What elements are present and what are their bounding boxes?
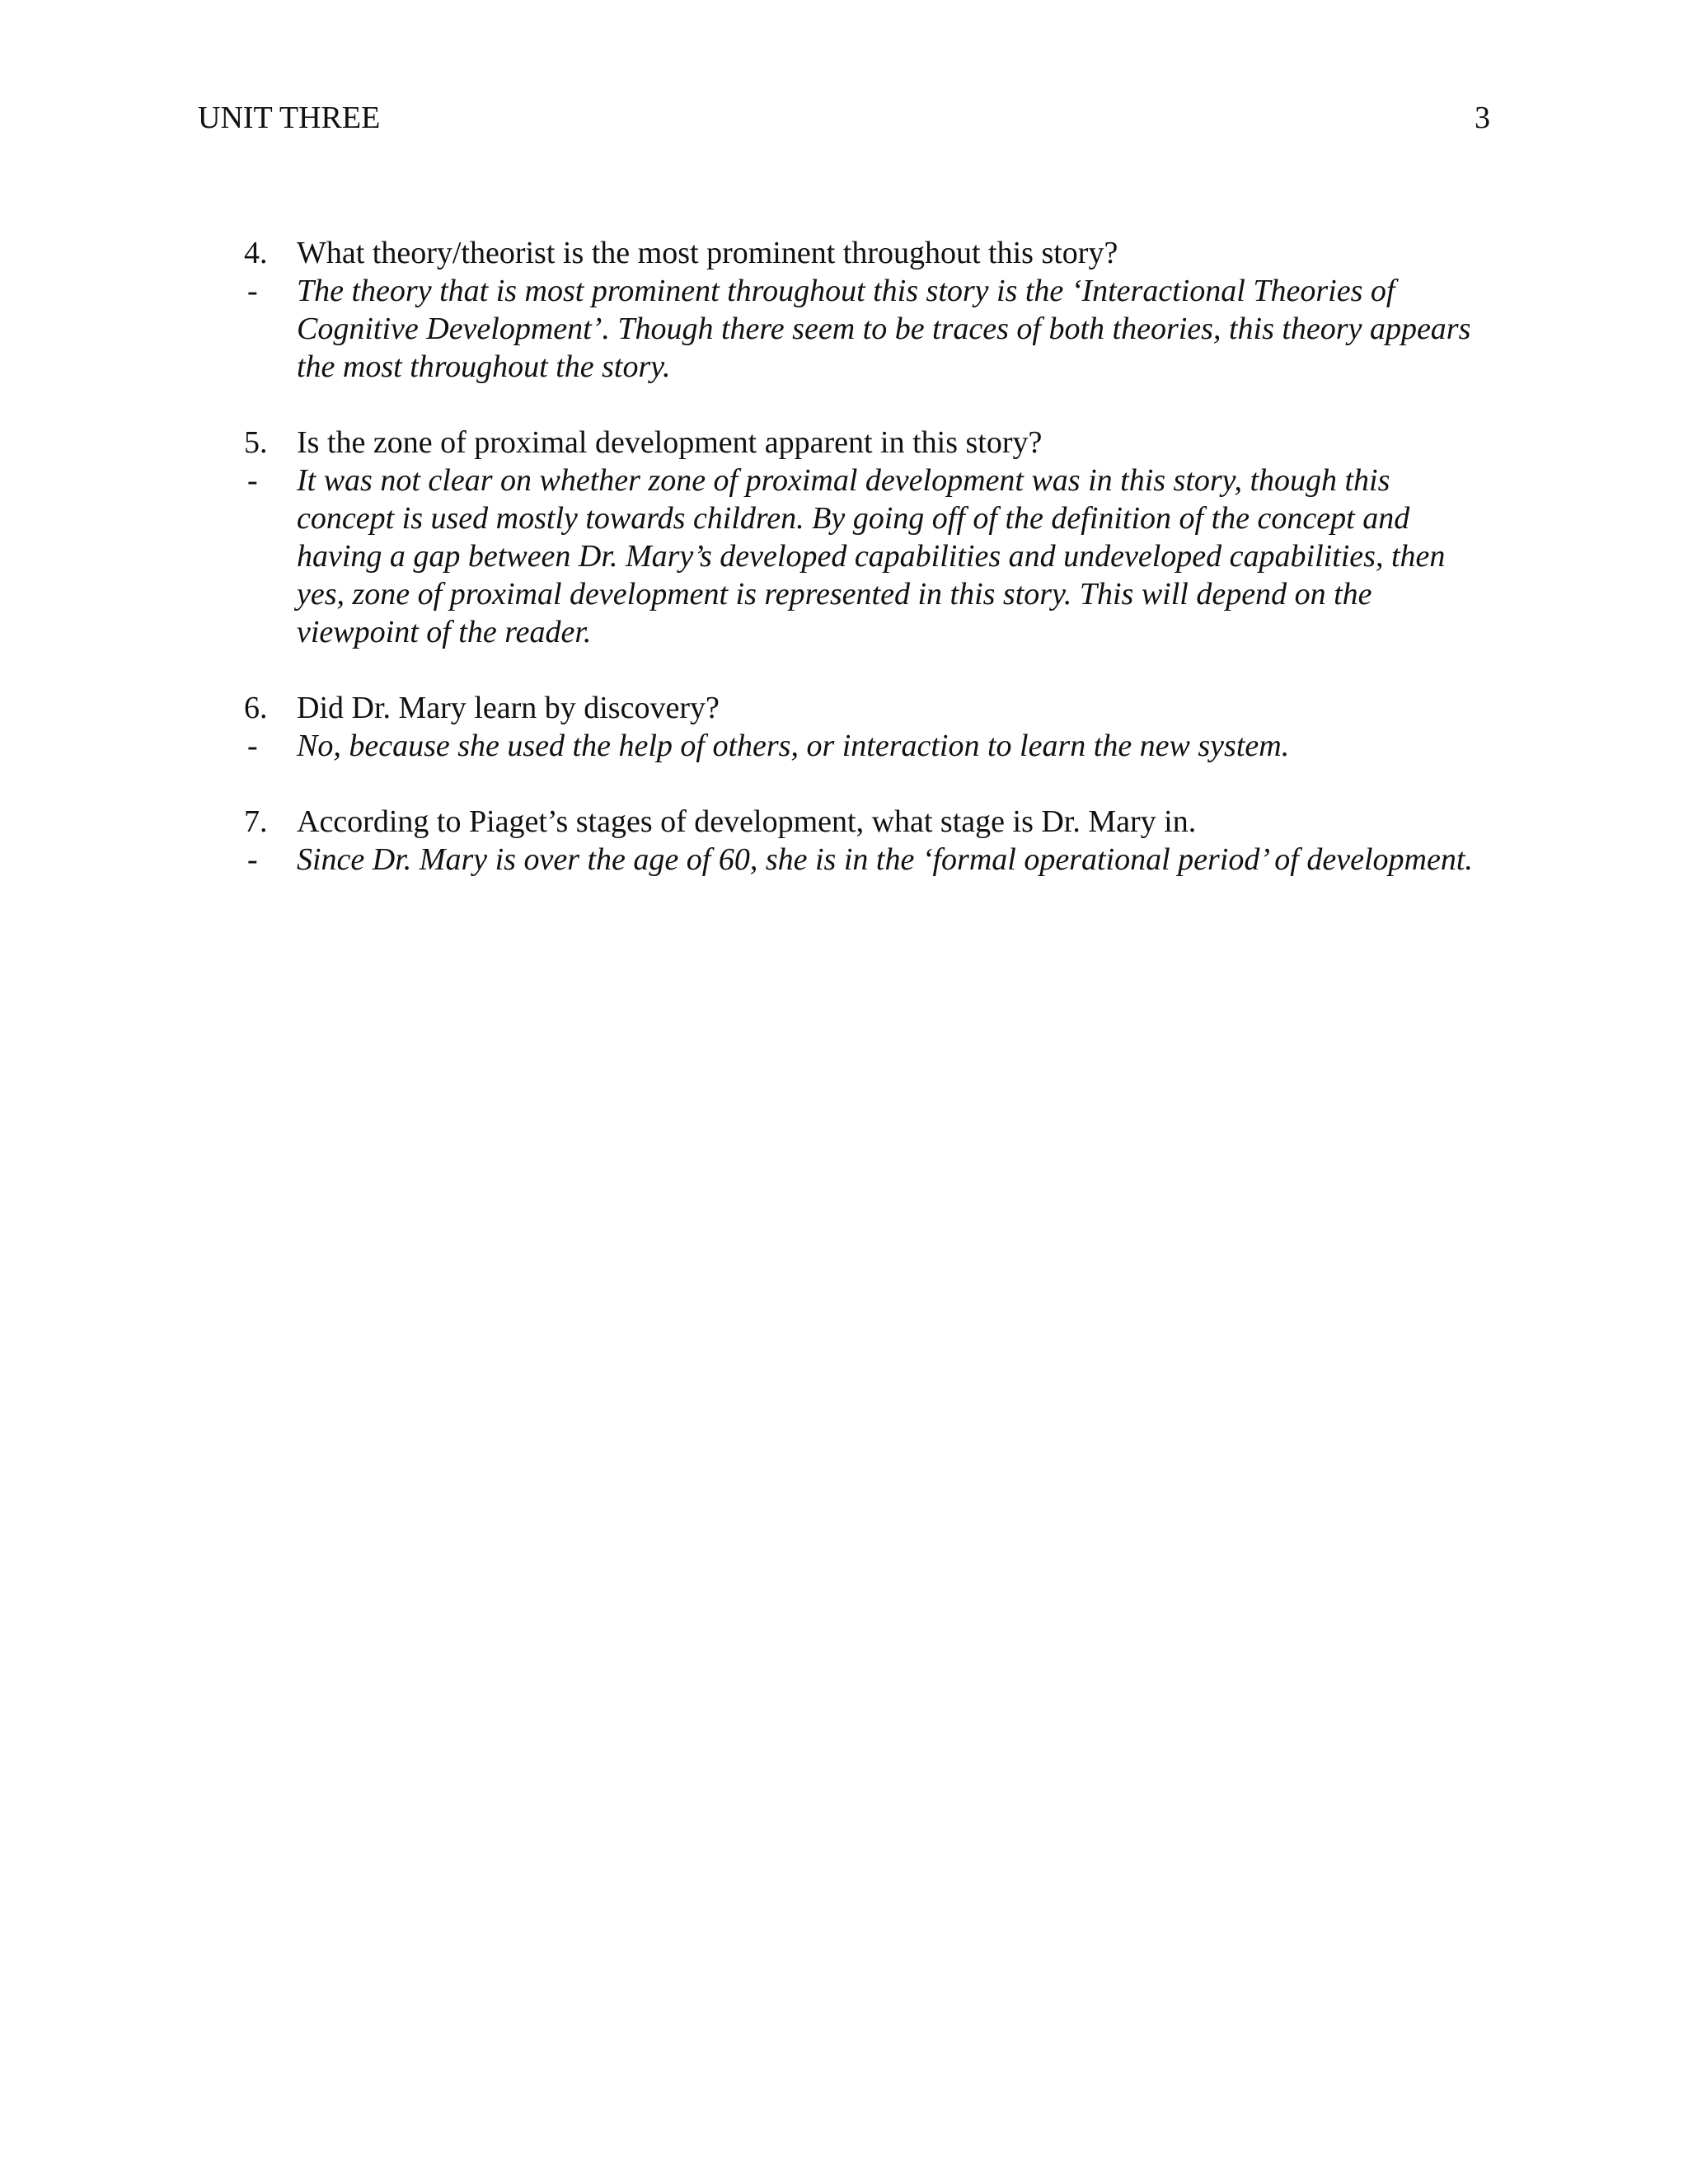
qa-item-6 [198, 689, 1490, 765]
question-number: 5. [244, 425, 268, 460]
page-header [198, 97, 1490, 138]
answer-row [198, 727, 1490, 765]
question-row [198, 234, 1490, 272]
question-text: What theory/theorist is the most prominent throughout this story? [297, 236, 1118, 270]
page-number: 3 [1475, 101, 1490, 135]
answer-text: Since Dr. Mary is over the age of 60, she is in the ‘formal operational period’ of development. [297, 842, 1473, 877]
question-number: 4. [244, 236, 268, 270]
answer-dash: - [247, 842, 258, 877]
question-row [198, 803, 1490, 841]
question-text: Did Dr. Mary learn by discovery? [297, 691, 720, 725]
qa-item-7 [198, 803, 1490, 879]
answer-text: No, because she used the help of others, or interaction to learn the new system. [297, 729, 1290, 763]
question-row [198, 689, 1490, 727]
answer-dash: - [247, 463, 258, 498]
question-text: According to Piaget’s stages of development, what stage is Dr. Mary in. [297, 804, 1197, 839]
question-number: 7. [244, 804, 268, 839]
question-answer-list [198, 234, 1490, 916]
question-number: 6. [244, 691, 268, 725]
qa-item-4 [198, 234, 1490, 386]
question-text: Is the zone of proximal development apparent in this story? [297, 425, 1043, 460]
answer-row [198, 462, 1490, 651]
answer-row [198, 841, 1490, 879]
answer-text: It was not clear on whether zone of proximal development was in this story, though this concept is used mostly towards children. By going off of the definition of the concept and having a gap between Dr. Mary’s developed capabilities and undeveloped capabilities, then yes, zone of proximal development is represented in this story. This will depend on the viewpoint of the reader. [297, 463, 1446, 649]
question-row [198, 424, 1490, 462]
answer-dash: - [247, 274, 258, 308]
answer-dash: - [247, 729, 258, 763]
answer-text: The theory that is most prominent throughout this story is the ‘Interactional Theories of Cognitive Development’. Though there seem to be traces of both theories, this theory appears the most throughout the story. [297, 274, 1471, 384]
running-head-title: UNIT THREE [198, 101, 381, 135]
qa-item-5 [198, 424, 1490, 651]
answer-row [198, 272, 1490, 386]
